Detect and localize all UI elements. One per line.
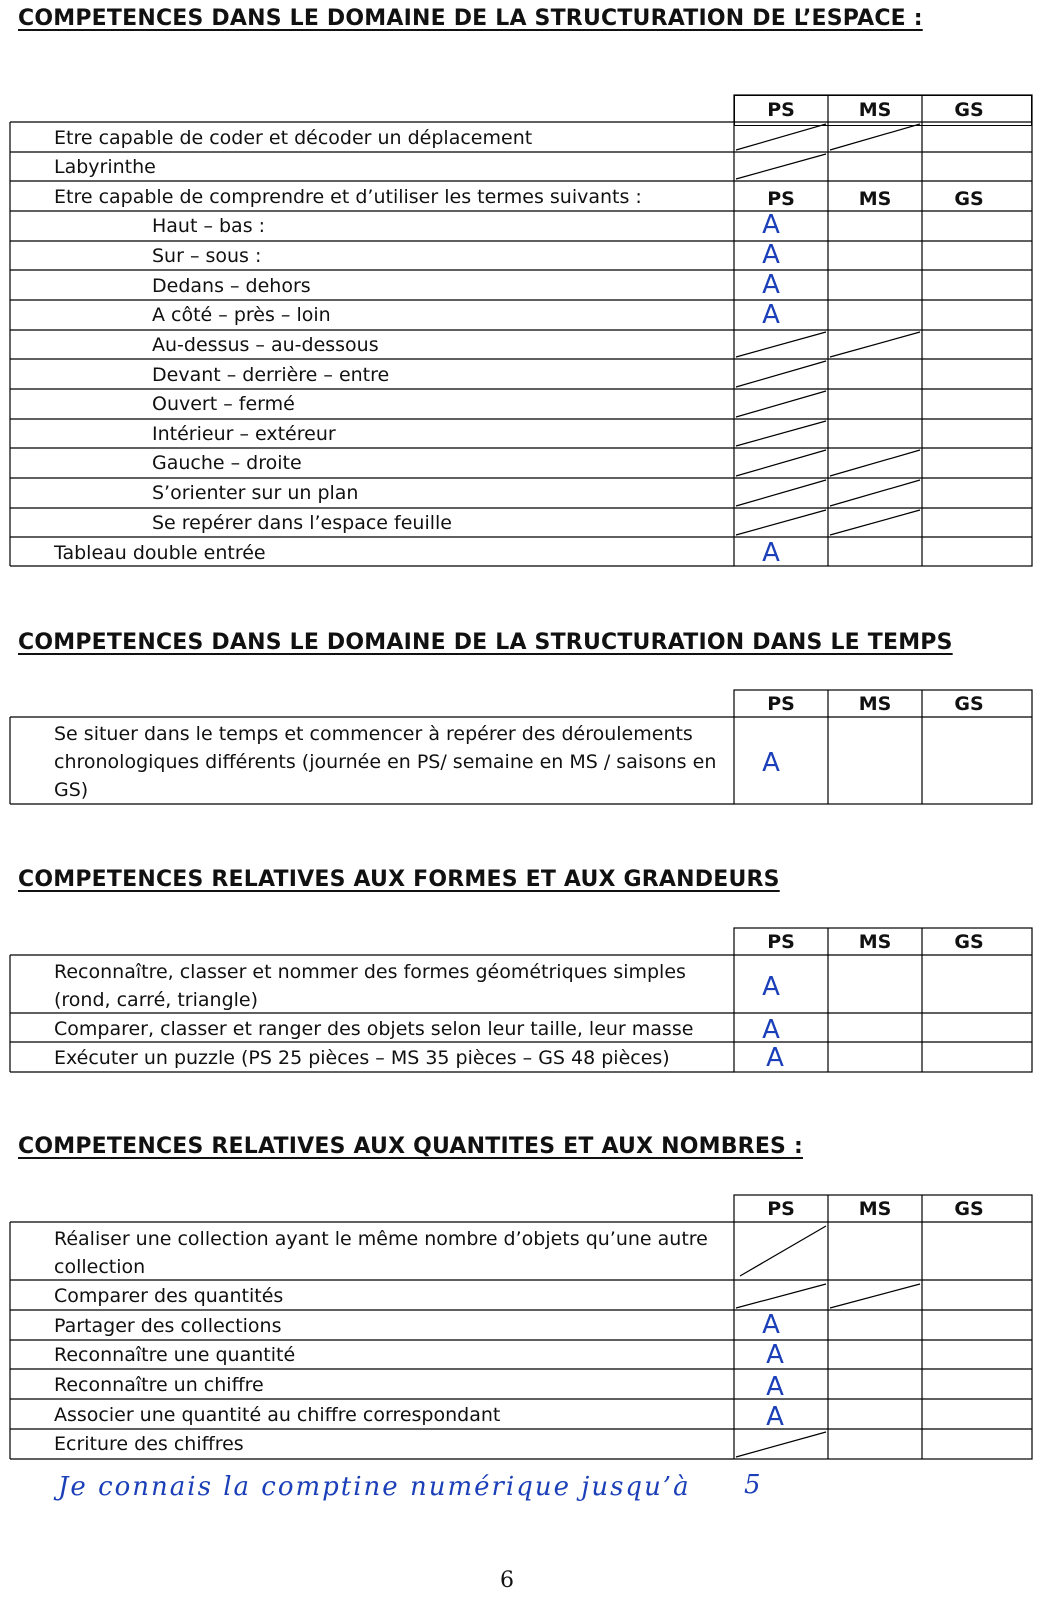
- section-title-temps: COMPETENCES DANS LE DOMAINE DE LA STRUCTURATION DANS LE TEMPS: [18, 630, 953, 655]
- mark-a: A: [762, 1310, 780, 1340]
- col-header-gs: GS: [954, 1198, 984, 1220]
- col-header-ps: PS: [767, 1198, 795, 1220]
- mark-a: A: [762, 240, 780, 270]
- col-header-ps-2: PS: [767, 188, 795, 210]
- row-label: A côté – près – loin: [152, 304, 331, 326]
- row-label: Se situer dans le temps et commencer à repérer des déroulements chronologiques différents (journée en PS/ semaine en MS / saisons en GS): [54, 723, 717, 801]
- row-label: Ecriture des chiffres: [54, 1433, 244, 1455]
- mark-a: A: [766, 1043, 784, 1073]
- handwritten-note: Je connais la comptine numérique jusqu’à: [58, 1472, 691, 1502]
- col-header-gs: GS: [954, 693, 984, 715]
- section-title-nombres: COMPETENCES RELATIVES AUX QUANTITES ET AUX NOMBRES :: [18, 1134, 803, 1159]
- mark-a: A: [766, 1372, 784, 1402]
- mark-a: A: [762, 270, 780, 300]
- row-label: Gauche – droite: [152, 452, 302, 474]
- col-header-ps: PS: [767, 931, 795, 953]
- row-label: Associer une quantité au chiffre correspondant: [54, 1404, 501, 1426]
- row-label: S’orienter sur un plan: [152, 482, 359, 504]
- row-label: Reconnaître, classer et nommer des formes géométriques simples (rond, carré, triangle): [54, 961, 686, 1011]
- row-label: Labyrinthe: [54, 156, 156, 178]
- row-label: Ouvert – fermé: [152, 393, 295, 415]
- section-title-espace: COMPETENCES DANS LE DOMAINE DE LA STRUCTURATION DE L’ESPACE :: [18, 6, 923, 31]
- row-label: Se repérer dans l’espace feuille: [152, 512, 452, 534]
- row-label: Sur – sous :: [152, 245, 262, 267]
- mark-a: A: [762, 300, 780, 330]
- mark-a: A: [762, 972, 780, 1002]
- mark-a: A: [762, 1015, 780, 1045]
- row-label: Comparer, classer et ranger des objets selon leur taille, leur masse: [54, 1018, 694, 1040]
- col-header-ms: MS: [858, 99, 892, 121]
- row-label: Reconnaître une quantité: [54, 1344, 296, 1366]
- col-header-ms: MS: [858, 693, 892, 715]
- row-label: Au-dessus – au-dessous: [152, 334, 379, 356]
- row-label: Comparer des quantités: [54, 1285, 284, 1307]
- row-label: Dedans – dehors: [152, 275, 311, 297]
- col-header-ms: MS: [858, 1198, 892, 1220]
- row-label: Etre capable de comprendre et d’utiliser les termes suivants :: [54, 186, 642, 208]
- col-header-ps: PS: [767, 693, 795, 715]
- handwritten-value: 5: [744, 1470, 763, 1500]
- row-label: Intérieur – extéreur: [152, 423, 336, 445]
- row-label: Exécuter un puzzle (PS 25 pièces – MS 35 pièces – GS 48 pièces): [54, 1047, 670, 1069]
- page-number: 6: [500, 1568, 514, 1593]
- col-header-gs: GS: [954, 99, 984, 121]
- col-header-gs: GS: [954, 931, 984, 953]
- col-header-gs-2: GS: [954, 188, 984, 210]
- col-header-ps: PS: [767, 99, 795, 121]
- col-header-ms-2: MS: [858, 188, 892, 210]
- row-label: Etre capable de coder et décoder un déplacement: [54, 127, 533, 149]
- row-label: Haut – bas :: [152, 215, 266, 237]
- row-label: Tableau double entrée: [54, 542, 266, 564]
- row-label: Partager des collections: [54, 1315, 282, 1337]
- section-title-formes: COMPETENCES RELATIVES AUX FORMES ET AUX GRANDEURS: [18, 867, 780, 892]
- mark-a: A: [766, 1340, 784, 1370]
- row-label: Devant – derrière – entre: [152, 364, 390, 386]
- col-header-ms: MS: [858, 931, 892, 953]
- row-label: Reconnaître un chiffre: [54, 1374, 264, 1396]
- mark-a: A: [762, 748, 780, 778]
- mark-a: A: [762, 210, 780, 240]
- row-label: Réaliser une collection ayant le même nombre d’objets qu’une autre collection: [54, 1228, 708, 1278]
- mark-a: A: [762, 538, 780, 568]
- mark-a: A: [766, 1402, 784, 1432]
